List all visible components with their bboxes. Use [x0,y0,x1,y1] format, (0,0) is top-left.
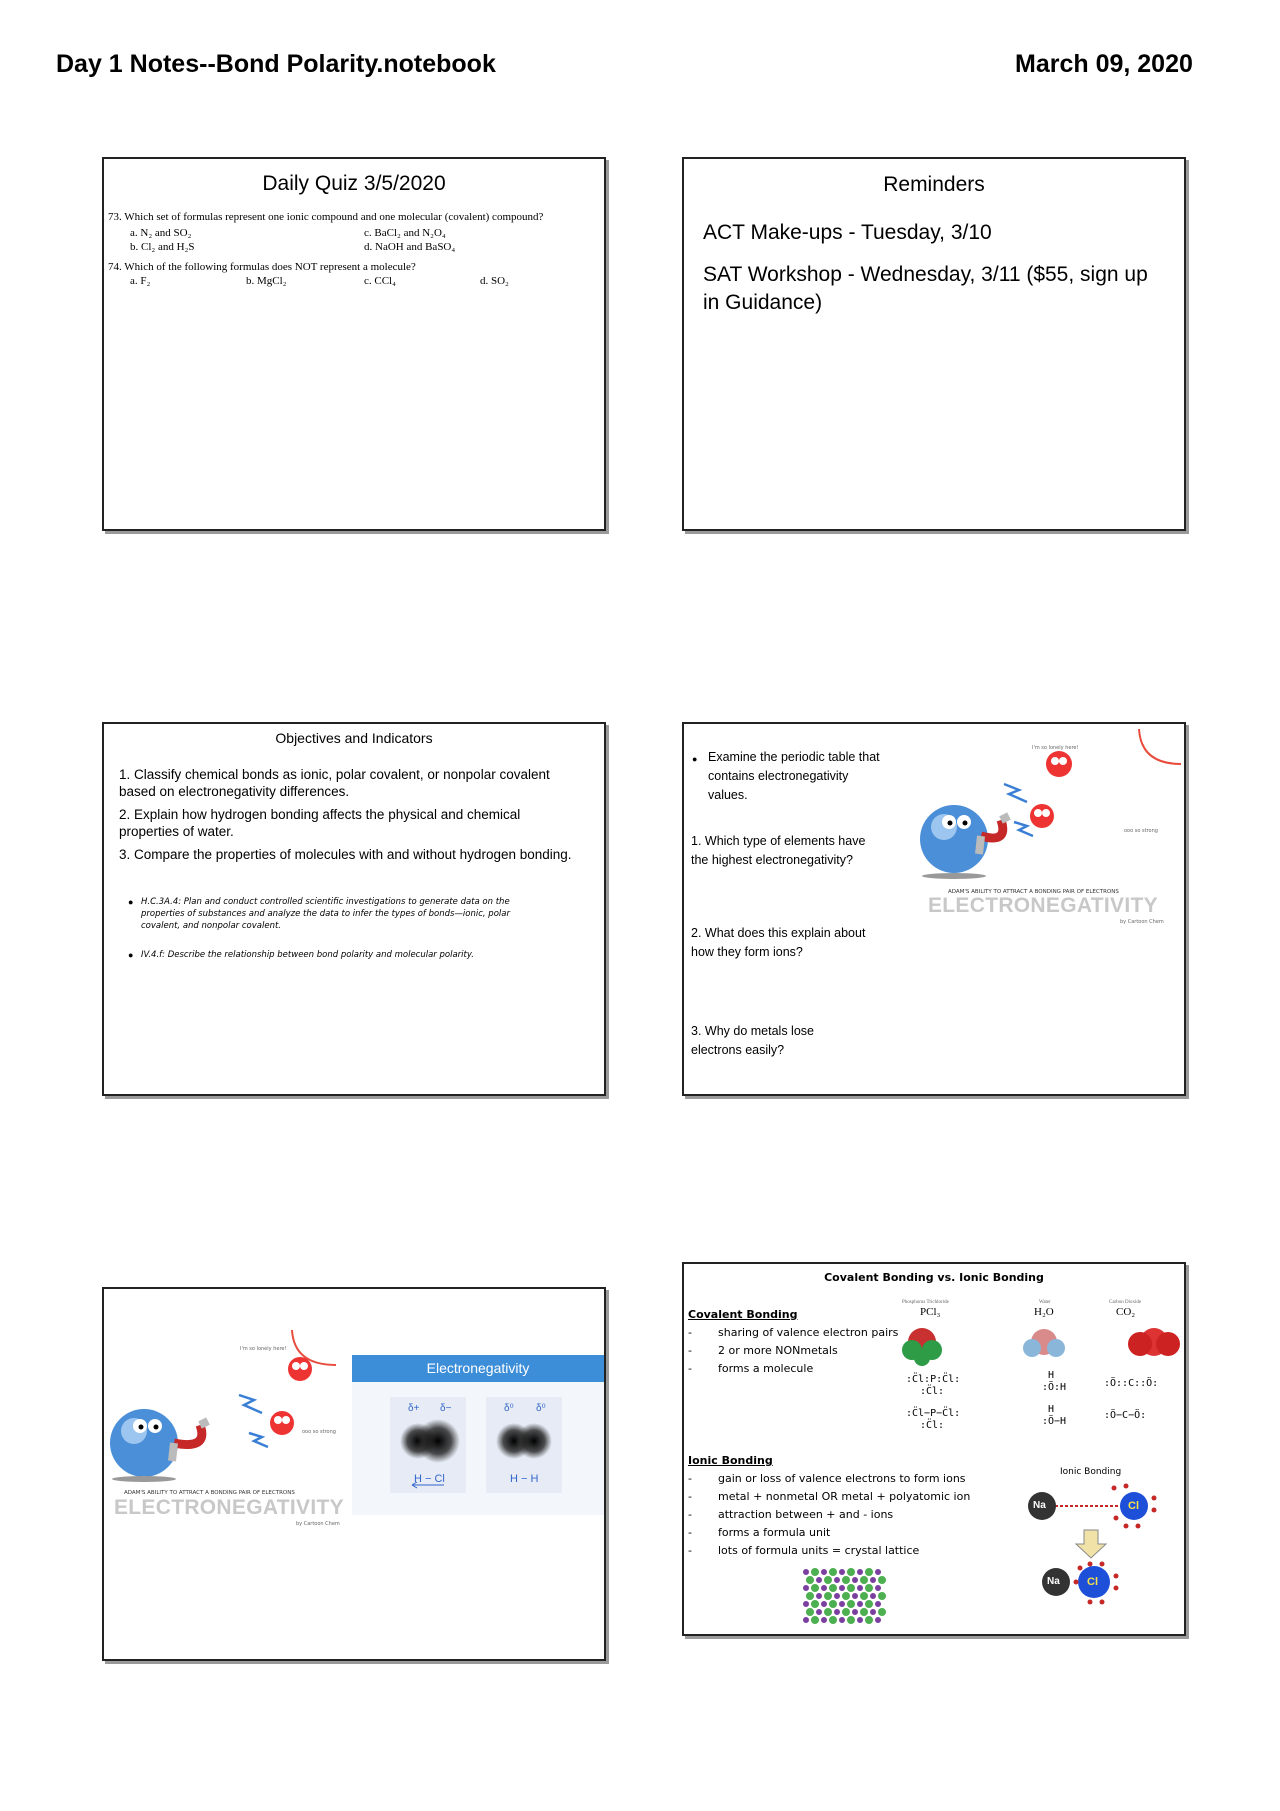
covalent-point-1: sharing of valence electron pairs [718,1326,899,1339]
lewis-pcl3: :C̈l:P:C̈l: [906,1374,961,1385]
dash: - [688,1362,692,1375]
lattice-ion [821,1617,827,1623]
lattice-ion [803,1585,809,1591]
lattice-ion [834,1609,840,1615]
lewis-h2o-top: H [1048,1370,1055,1381]
lattice-ion [865,1568,873,1576]
cartoon-credit: by Cartoon Chem [1120,919,1164,925]
na-ion-label: Na [1047,1576,1060,1587]
lattice-ion [860,1576,868,1584]
lewis-pcl3-line-bottom: :C̈l: [920,1420,945,1431]
ionic-point-3: attraction between + and - ions [718,1508,894,1521]
lattice-ion [839,1617,845,1623]
quiz-q74: 74. Which of the following formulas does NOT represent a molecule? [108,261,416,273]
notebook-title: Day 1 Notes--Bond Polarity.notebook [56,50,496,78]
lattice-ion [829,1600,837,1608]
lattice-ion [870,1577,876,1583]
lewis-co2: :Ö::C::Ö: [1104,1378,1159,1389]
lattice-ion [834,1593,840,1599]
lattice-ion [821,1601,827,1607]
dash: - [688,1544,692,1557]
delta-plus-label: δ+ [408,1403,420,1414]
lattice-ion [847,1584,855,1592]
covalent-heading: Covalent Bonding [688,1308,798,1321]
electronegativity-word: ELECTRONEGATIVITY [114,1496,344,1519]
examine-q3: 3. Why do metals lose electrons easily? [691,1024,814,1057]
quiz-q73d: d. NaOH and BaSO₄ [364,241,456,253]
lattice-ion [816,1609,822,1615]
bullet-dot: ● [128,950,134,960]
examine-q1: 1. Which type of elements have the highest electronegativity? [691,834,866,867]
slide-objectives[interactable] [102,722,606,1096]
quiz-q73c: c. BaCl₂ and N₂O₄ [364,227,446,239]
lattice-ion [824,1592,832,1600]
lewis-co2-line: :Ö−C−Ö: [1104,1410,1147,1421]
indicator-2: IV.4.f: Describe the relationship between bond polarity and molecular polarity. [141,950,474,960]
ionic-point-2: metal + nonmetal OR metal + polyatomic ion [718,1490,971,1503]
lattice-ion [857,1601,863,1607]
lattice-ion [847,1600,855,1608]
lattice-ion [839,1569,845,1575]
objectives-title: Objectives and Indicators [275,730,433,746]
quiz-q74c: c. CCl₄ [364,275,396,287]
reminders-title: Reminders [883,173,985,196]
lattice-ion [857,1617,863,1623]
lattice-ion [842,1608,850,1616]
cartoon-credit: by Cartoon Chem [296,1521,340,1527]
lattice-ion [865,1600,873,1608]
lattice-ion [811,1584,819,1592]
lattice-ion [829,1584,837,1592]
cl-ion-label: Cl [1087,1576,1098,1588]
quiz-q73b: b. Cl₂ and H₂S [130,241,195,253]
ionic-heading: Ionic Bonding [688,1454,773,1467]
lattice-ion [839,1585,845,1591]
objective-2: 2. Explain how hydrogen bonding affects the physical and chemical properties of water. [119,807,521,839]
notebook-date: March 09, 2020 [1015,50,1193,78]
cartoon-mid-label: ooo so strong [302,1429,336,1435]
lewis-h2o-line: :Ö−H [1042,1416,1067,1427]
lattice-ion [852,1593,858,1599]
molecule-3-formula: CO₂ [1116,1306,1136,1318]
lattice-ion [803,1617,809,1623]
electronegativity-panel-header: Electronegativity [352,1355,604,1382]
slide-electronegativity[interactable] [102,1287,606,1661]
examine-bullet: Examine the periodic table that contains electronegativity values. [708,750,880,802]
molecule-1-formula: PCl₃ [920,1306,941,1318]
lattice-ion [834,1577,840,1583]
cl-atom-label: Cl [1128,1500,1139,1512]
lattice-ion [821,1569,827,1575]
lattice-ion [852,1609,858,1615]
cartoon-top-label: I'm so lonely here! [240,1346,287,1352]
lattice-ion [852,1577,858,1583]
cartoon-mid-label: ooo so strong [1124,828,1158,834]
lattice-ion [870,1609,876,1615]
lattice-ion [824,1608,832,1616]
bonding-title: Covalent Bonding vs. Ionic Bonding [824,1271,1044,1284]
delta-zero-label: δ⁰ [504,1403,514,1414]
examine-q2: 2. What does this explain about how they form ions? [691,926,866,959]
dash: - [688,1490,692,1503]
dash: - [688,1326,692,1339]
cl-ion-charge: − [1107,1566,1112,1575]
lewis-h2o: :Ö:H [1042,1382,1067,1393]
lewis-pcl3-line: :C̈l−P−C̈l: [906,1408,961,1419]
cartoon-caption: ADAM'S ABILITY TO ATTRACT A BONDING PAIR OF ELECTRONS [948,889,1119,895]
lattice-ion [870,1593,876,1599]
cartoon-caption: ADAM'S ABILITY TO ATTRACT A BONDING PAIR OF ELECTRONS [124,1490,295,1496]
cartoon-top-label: I'm so lonely here! [1032,745,1079,751]
hcl-label: H − Cl [414,1473,445,1485]
lattice-ion [811,1600,819,1608]
dash: - [688,1526,692,1539]
reminder-sat: SAT Workshop - Wednesday, 3/11 ($55, sign up in Guidance) [703,263,1148,314]
lattice-ion [878,1592,886,1600]
lattice-ion [803,1569,809,1575]
lattice-ion [860,1608,868,1616]
crystal-lattice-image [794,1564,894,1634]
lattice-ion [865,1616,873,1624]
lattice-ion [806,1576,814,1584]
molecule-3-name: Carbon Dioxide [1109,1300,1142,1305]
quiz-q74b: b. MgCl₂ [246,275,287,287]
lattice-ion [875,1601,881,1607]
bullet-dot: ● [692,754,698,764]
molecule-1-name: Phosphorus Trichloride [902,1300,949,1305]
lattice-ion [857,1569,863,1575]
lattice-ion [847,1616,855,1624]
dash: - [688,1472,692,1485]
lattice-ion [860,1592,868,1600]
lattice-ion [811,1616,819,1624]
lattice-ion [824,1576,832,1584]
reminder-act: ACT Make-ups - Tuesday, 3/10 [703,221,992,244]
lattice-ion [821,1585,827,1591]
quiz-q73: 73. Which set of formulas represent one ionic compound and one molecular (covalent) compound? [108,211,544,223]
lattice-ion [829,1616,837,1624]
electronegativity-word: ELECTRONEGATIVITY [928,894,1158,917]
covalent-point-2: 2 or more NONmetals [718,1344,838,1357]
delta-minus-label: δ− [440,1403,452,1414]
lattice-ion [829,1568,837,1576]
lattice-ion [842,1576,850,1584]
na-atom-label: Na [1033,1500,1046,1511]
slide-reminders[interactable] [682,157,1186,531]
lattice-ion [878,1576,886,1584]
slide-examine[interactable] [682,722,1186,1096]
slide-daily-quiz[interactable] [102,157,606,531]
lattice-ion [847,1568,855,1576]
delta-zero-label: δ⁰ [536,1403,546,1414]
quiz-q74d: d. SO₂ [480,275,509,287]
ionic-bonding-label: Ionic Bonding [1060,1467,1122,1477]
lattice-ion [806,1608,814,1616]
molecule-2-formula: H₂O [1034,1306,1054,1318]
lattice-ion [806,1592,814,1600]
dash: - [688,1508,692,1521]
objective-3: 3. Compare the properties of molecules with and without hydrogen bonding. [119,847,572,862]
dash: - [688,1344,692,1357]
lattice-ion [875,1569,881,1575]
objective-1: 1. Classify chemical bonds as ionic, polar covalent, or nonpolar covalent based on electronegativity differences. [119,767,550,799]
lattice-ion [875,1617,881,1623]
ionic-point-5: lots of formula units = crystal lattice [718,1544,920,1557]
bullet-dot: ● [128,897,134,907]
quiz-q73a: a. N₂ and SO₂ [130,227,192,239]
lattice-ion [839,1601,845,1607]
quiz-q74a: a. F₂ [130,275,151,287]
molecule-2-name: Water [1039,1300,1051,1305]
lattice-ion [857,1585,863,1591]
lattice-ion [816,1593,822,1599]
lattice-ion [875,1585,881,1591]
lattice-ion [811,1568,819,1576]
lattice-ion [816,1577,822,1583]
ionic-diagram [1024,1476,1184,1616]
indicator-1: H.C.3A.4: Plan and conduct controlled scientific investigations to generate data on the properties of substances and analyze the data to infer the types of bonds—ionic, polar covalent, and nonpolar covalent. [141,897,510,931]
lewis-pcl3-bottom: :C̈l: [920,1386,945,1397]
lattice-ion [842,1592,850,1600]
ionic-point-1: gain or loss of valence electrons to form ions [718,1472,966,1485]
slide-bonding[interactable] [682,1262,1186,1636]
lattice-ion [803,1601,809,1607]
quiz-title: Daily Quiz 3/5/2020 [262,172,446,195]
covalent-point-3: forms a molecule [718,1362,814,1375]
molecule-models [894,1320,1184,1366]
lattice-ion [865,1584,873,1592]
hh-label: H − H [510,1473,539,1485]
lattice-ion [878,1608,886,1616]
electronegativity-panel [352,1355,604,1515]
ionic-point-4: forms a formula unit [718,1526,831,1539]
lewis-h2o-line-top: H [1048,1404,1055,1415]
na-ion-charge: + [1066,1565,1071,1574]
